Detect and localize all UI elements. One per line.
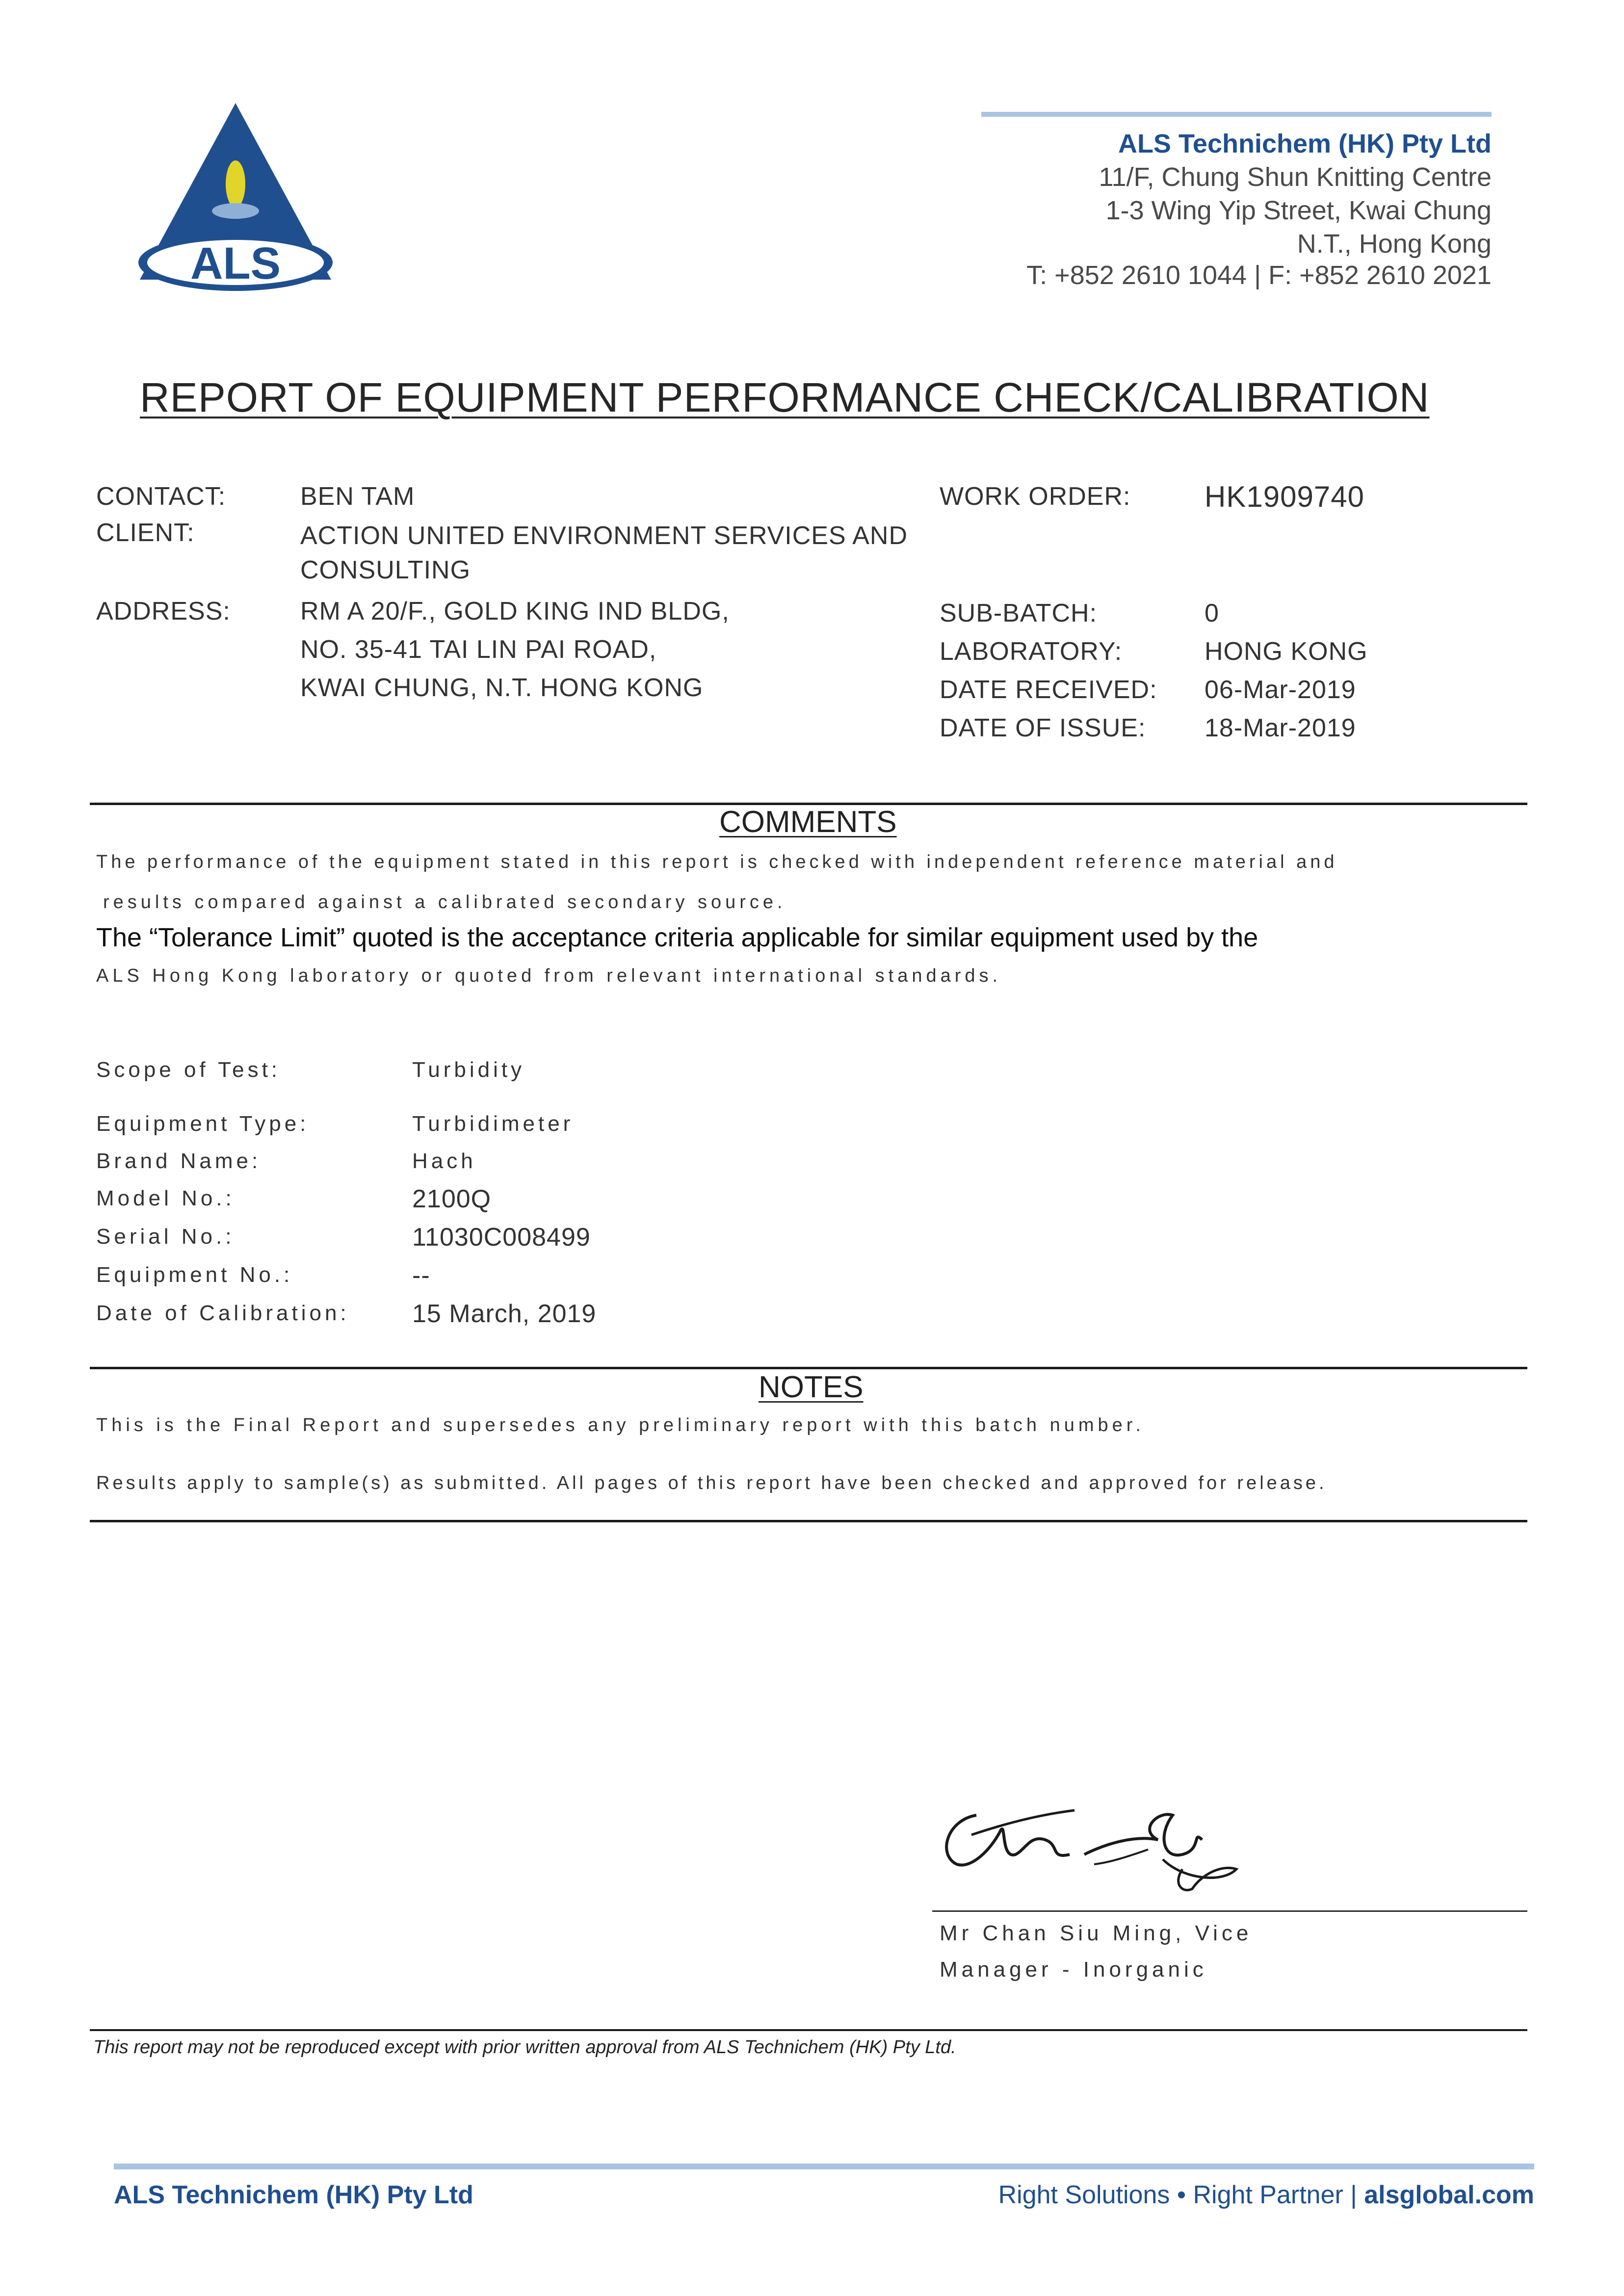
client-label: CLIENT: <box>96 519 195 547</box>
sub-batch-label: SUB-BATCH: <box>940 599 1098 627</box>
client-value-1: ACTION UNITED ENVIRONMENT SERVICES AND <box>300 522 908 550</box>
als-logo <box>132 98 339 294</box>
date-cal-label: Date of Calibration: <box>96 1301 350 1325</box>
address-value-3: KWAI CHUNG, N.T. HONG KONG <box>300 674 704 702</box>
comments-line-3: The “Tolerance Limit” quoted is the acceptance criteria applicable for similar equipment used by the <box>96 923 1258 952</box>
footer-tagline: Right Solutions • Right Partner | <box>998 2181 1364 2209</box>
address-label: ADDRESS: <box>96 597 231 626</box>
work-order-value: HK1909740 <box>1205 480 1364 513</box>
scope-value: Turbidity <box>412 1058 525 1082</box>
brand-label: Brand Name: <box>96 1149 262 1173</box>
company-name: ALS Technichem (HK) Pty Ltd <box>1118 129 1492 158</box>
brand-value: Hach <box>412 1149 476 1173</box>
signatory-name: Mr Chan Siu Ming, Vice <box>940 1921 1253 1945</box>
company-phone-fax: T: +852 2610 1044 | F: +852 2610 2021 <box>1026 261 1492 290</box>
equip-no-value: -- <box>412 1261 430 1290</box>
company-address-3: N.T., Hong Kong <box>1297 229 1492 259</box>
notes-top-rule <box>90 1367 1527 1369</box>
footer-rule <box>90 2029 1527 2031</box>
work-order-label: WORK ORDER: <box>940 482 1131 511</box>
notes-heading: NOTES <box>759 1370 864 1404</box>
sub-batch-value: 0 <box>1205 599 1219 627</box>
laboratory-value: HONG KONG <box>1205 637 1368 666</box>
contact-value: BEN TAM <box>300 482 415 511</box>
notes-bottom-rule <box>90 1520 1527 1522</box>
signature-image <box>927 1781 1251 1899</box>
comments-line-4: ALS Hong Kong laboratory or quoted from relevant international standards. <box>96 965 1002 986</box>
type-value: Turbidimeter <box>412 1112 574 1136</box>
company-address-1: 11/F, Chung Shun Knitting Centre <box>1099 162 1492 192</box>
comments-line-1: The performance of the equipment stated in this report is checked with independent reference material and <box>96 852 1338 872</box>
signature-icon <box>927 1781 1251 1899</box>
footer-company: ALS Technichem (HK) Pty Ltd <box>114 2181 473 2209</box>
model-value: 2100Q <box>412 1185 492 1213</box>
serial-value: 11030C008499 <box>412 1223 591 1252</box>
footer-disclaimer: This report may not be reproduced except with prior written approval from ALS Technichem (HK) Pty Ltd. <box>93 2037 956 2058</box>
contact-label: CONTACT: <box>96 482 226 511</box>
serial-label: Serial No.: <box>96 1225 235 1249</box>
company-address-2: 1-3 Wing Yip Street, Kwai Chung <box>1105 196 1492 225</box>
report-title: REPORT OF EQUIPMENT PERFORMANCE CHECK/CALIBRATION <box>140 374 1430 420</box>
signatory-title: Manager - Inorganic <box>940 1957 1207 1982</box>
type-label: Equipment Type: <box>96 1112 310 1136</box>
comments-line-2: results compared against a calibrated secondary source. <box>103 892 786 913</box>
footer-website[interactable]: alsglobal.com <box>1364 2181 1534 2209</box>
address-value-2: NO. 35-41 TAI LIN PAI ROAD, <box>300 635 657 664</box>
date-received-value: 06-Mar-2019 <box>1205 676 1356 704</box>
comments-heading: COMMENTS <box>719 805 897 839</box>
laboratory-label: LABORATORY: <box>940 637 1123 666</box>
date-issue-label: DATE OF ISSUE: <box>940 714 1146 742</box>
header-rule <box>981 112 1492 117</box>
equip-no-label: Equipment No.: <box>96 1263 293 1287</box>
date-cal-value: 15 March, 2019 <box>412 1300 597 1328</box>
address-value-1: RM A 20/F., GOLD KING IND BLDG, <box>300 597 730 626</box>
scope-label: Scope of Test: <box>96 1058 281 1082</box>
svg-text:ALS: ALS <box>190 238 281 288</box>
notes-line-2: Results apply to sample(s) as submitted. All pages of this report have been checked and approved for release. <box>96 1473 1327 1493</box>
als-logo-icon <box>132 98 339 294</box>
notes-line-1: This is the Final Report and supersedes any preliminary report with this batch number. <box>96 1415 1145 1435</box>
model-label: Model No.: <box>96 1186 235 1210</box>
footer-tagline-wrap <box>998 2180 1534 2210</box>
date-received-label: DATE RECEIVED: <box>940 676 1157 704</box>
footer-blue-rule <box>114 2164 1534 2169</box>
signature-rule <box>932 1910 1527 1912</box>
date-issue-value: 18-Mar-2019 <box>1205 714 1356 742</box>
client-value-2: CONSULTING <box>300 556 471 584</box>
